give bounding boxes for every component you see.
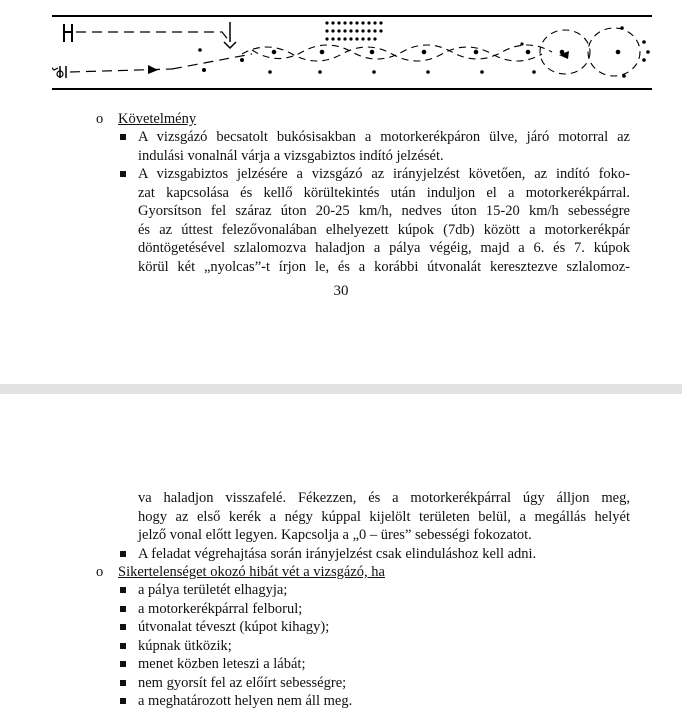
start-gate-icon — [64, 24, 72, 42]
text-line: a pálya területét elhagyja; — [138, 582, 288, 598]
text-line: döntögetésével szlalomozva haladjon a pálya végéig, majd a 6. és 7. kúpok — [138, 240, 630, 256]
bullet-square-icon — [120, 624, 126, 630]
stop-area-dots — [325, 21, 382, 40]
bullet-square-icon — [120, 661, 126, 667]
list-item — [118, 600, 630, 619]
text-line: indulási vonalnál várja a vizsgabiztos indító jelzését. — [138, 147, 444, 164]
text-line: a meghatározott helyen nem áll meg. — [138, 693, 353, 709]
text-line: zat kapcsolása és kellő körültekintés után induljon el a motorkerékpárral. — [138, 184, 630, 201]
text-line: A vizsgázó becsatolt bukósisakban a motorkerékpáron ülve, járó motorral az — [138, 129, 630, 145]
list-item — [118, 128, 630, 165]
list-item — [118, 581, 630, 600]
text-line: va haladjon visszafelé. Fékezzen, és a motorkerékpárral úgy álljon meg, — [138, 490, 630, 506]
failure-list — [118, 581, 630, 711]
document-page-bottom — [0, 394, 682, 722]
cone-icon — [198, 42, 564, 73]
text-line: körül két „nyolcas”-t írjon le, és a korábbi útvonalát keresztezve szlalomoz- — [138, 258, 630, 275]
slalom-path-b — [252, 45, 552, 59]
text-line: a motorkerékpárral felborul; — [138, 600, 303, 617]
text-line: útvonalat téveszt (kúpot kihagy); — [138, 619, 330, 635]
bullet-square-icon — [120, 698, 126, 704]
text-line: nem gyorsít fel az előírt sebességre; — [138, 674, 347, 691]
bullet-square-icon — [120, 680, 126, 686]
list-item — [118, 165, 630, 276]
level1-marker: o — [96, 564, 104, 580]
page-number: 30 — [333, 283, 349, 299]
requirements-list — [118, 128, 630, 276]
bullet-square-icon — [120, 606, 126, 612]
text-line: jelző vonal előtt legyen. Kapcsolja a „0 – üres” sebességi fokozatot. — [138, 527, 532, 543]
figure-eight-loops — [540, 28, 640, 76]
list-item-continued — [118, 489, 630, 545]
bullet-square-icon — [120, 587, 126, 593]
page-separator — [0, 384, 682, 394]
text-line: A vizsgabiztos jelzésére a vizsgázó az irányjelzést követően, az indító foko- — [138, 166, 630, 182]
text-line: hogy az első kerék a négy kúppal kijelölt területen belül, a megállás helyét — [138, 508, 630, 525]
slalom-course-diagram — [52, 12, 652, 92]
bullet-square-icon — [120, 171, 126, 177]
list-item — [118, 655, 630, 674]
level1-marker: o — [96, 111, 104, 127]
arrow-head — [148, 65, 158, 74]
text-line: kúpnak ütközik; — [138, 637, 232, 654]
flag-icon — [224, 22, 236, 48]
text-line: és az úttest felezővonalában elhelyezett kúpok (7db) között a motorkerékpár — [138, 221, 630, 238]
requirements-heading-text: Követelmény — [118, 111, 197, 127]
text-line: menet közben leteszi a lábát; — [138, 656, 306, 672]
list-item — [118, 618, 630, 637]
text-line: Gyorsítson fel száraz úton 20-25 km/h, nedves úton 15-20 km/h sebességre — [138, 203, 630, 219]
list-item — [118, 674, 630, 693]
text-line: A feladat végrehajtása során irányjelzést csak elinduláshoz kell adni. — [138, 545, 537, 562]
bullet-square-icon — [120, 551, 126, 557]
bullet-square-icon — [120, 643, 126, 649]
list-item — [118, 545, 630, 564]
list-item — [118, 692, 630, 711]
motorcycle-icon — [52, 64, 63, 77]
approach-path-top — [76, 32, 230, 42]
failure-heading-text: Sikertelenséget okozó hibát vét a vizsgázó, ha — [118, 564, 385, 580]
bullet-square-icon — [120, 134, 126, 140]
list-item — [118, 637, 630, 656]
continuation-list — [118, 489, 630, 563]
